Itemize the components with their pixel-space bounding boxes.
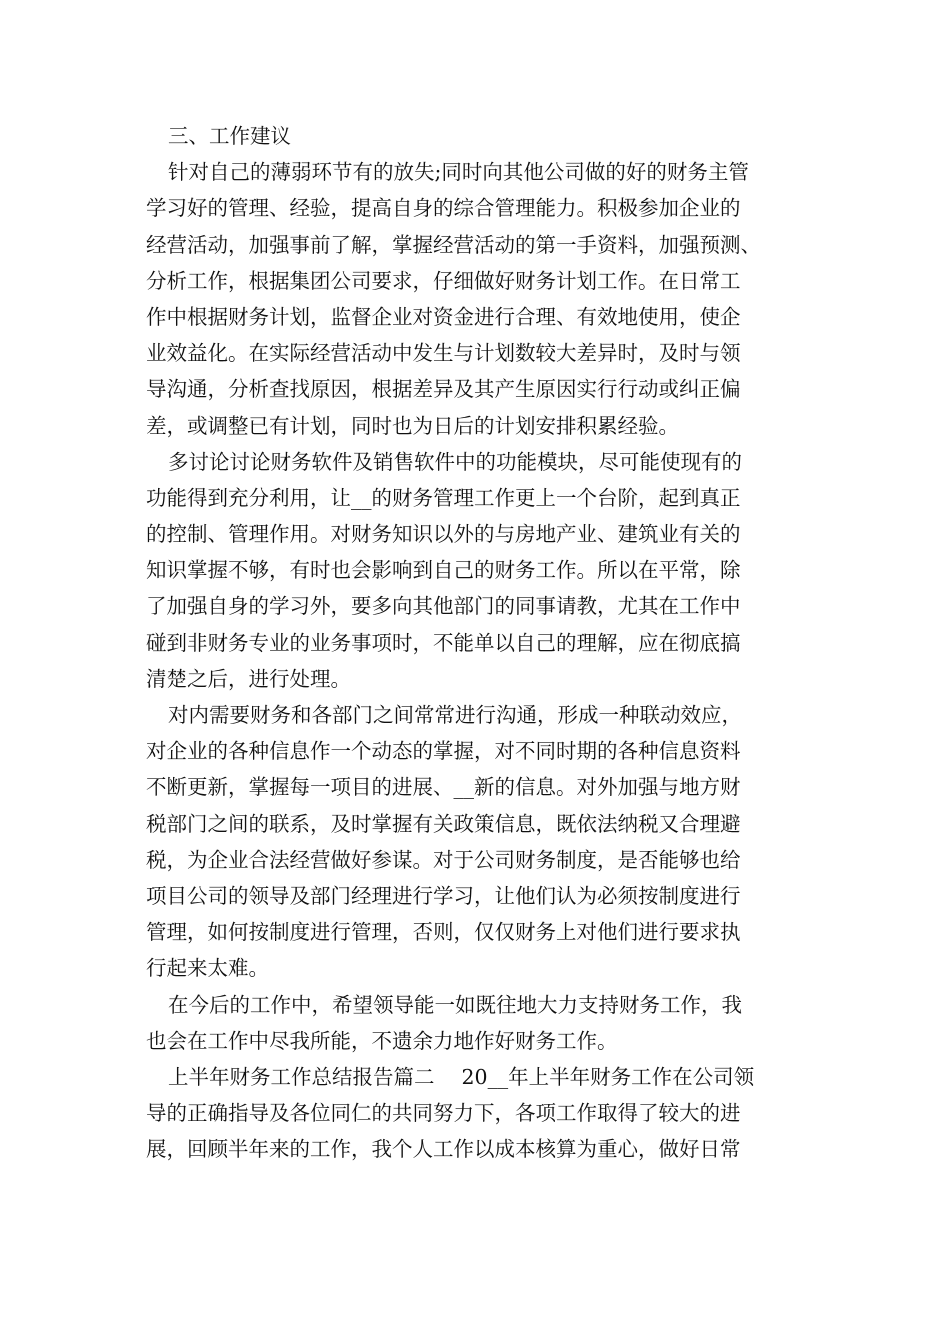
paragraph: [146, 444, 812, 697]
text-line: 作中根据财务计划，监督企业对资金进行合理、有效地使用，使企: [146, 304, 741, 329]
document-body: [146, 118, 812, 1167]
text-line: 在今后的工作中，希望领导能一如既往地大力支持财务工作，我: [168, 992, 742, 1017]
paragraph: [146, 154, 812, 444]
text-line: 功能得到充分利用，让__的财务管理工作更上一个台阶，起到真正: [146, 485, 741, 510]
text-line: 税部门之间的联系，及时掌握有关政策信息，既依法纳税又合理避: [146, 811, 741, 836]
text-line: 展，回顾半年来的工作，我个人工作以成本核算为重心，做好日常: [146, 1137, 741, 1162]
text-line: 知识掌握不够，有时也会影响到自己的财务工作。所以在平常，除: [146, 558, 741, 583]
text-line: 多讨论讨论财务软件及销售软件中的功能模块，尽可能使现有的: [168, 449, 742, 474]
text-line: 对内需要财务和各部门之间常常进行沟通，形成一种联动效应，: [168, 703, 742, 727]
text-line: 导沟通，分析查找原因，根据差异及其产生原因实行行动或纠正偏: [146, 377, 741, 402]
paragraph: [146, 987, 812, 1059]
paragraph: [146, 697, 812, 987]
text-line: 的控制、管理作用。对财务知识以外的与房地产业、建筑业有关的: [146, 522, 741, 547]
text-line: 上半年财务工作总结报告篇二 20__年上半年财务工作在公司领: [168, 1064, 755, 1089]
text-line: 行起来太难。: [146, 956, 269, 981]
paragraph: [146, 1059, 812, 1168]
text-line: 清楚之后，进行处理。: [146, 666, 351, 691]
text-line: 分析工作，根据集团公司要求，仔细做好财务计划工作。在日常工: [146, 268, 741, 293]
text-line: 经营活动，加强事前了解，掌握经营活动的第一手资料，加强预测、: [146, 232, 761, 257]
text-line: 导的正确指导及各位同仁的共同努力下，各项工作取得了较大的进: [146, 1101, 741, 1126]
text-line: 碰到非财务专业的业务事项时，不能单以自己的理解，应在彻底搞: [146, 630, 741, 655]
text-line: 差，或调整已有计划，同时也为日后的计划安排积累经验。: [146, 413, 679, 438]
paragraph-list: [146, 154, 812, 1167]
text-line: 也会在工作中尽我所能，不遗余力地作好财务工作。: [146, 1028, 618, 1053]
text-line: 不断更新，掌握每一项目的进展、__新的信息。对外加强与地方财: [146, 775, 741, 800]
text-line: 了加强自身的学习外，要多向其他部门的同事请教，尤其在工作中: [146, 594, 741, 619]
text-line: 税，为企业合法经营做好参谋。对于公司财务制度，是否能够也给: [146, 847, 741, 872]
text-line: 学习好的管理、经验，提高自身的综合管理能力。积极参加企业的: [146, 196, 741, 221]
text-line: 对企业的各种信息作一个动态的掌握，对不同时期的各种信息资料: [146, 739, 741, 764]
text-line: 针对自己的薄弱环节有的放失;同时向其他公司做的好的财务主管: [168, 160, 749, 185]
text-line: 项目公司的领导及部门经理进行学习，让他们认为必须按制度进行: [146, 883, 741, 908]
section-heading: 三、工作建议: [168, 124, 291, 148]
text-line: 管理，如何按制度进行管理，否则，仅仅财务上对他们进行要求执: [146, 920, 741, 945]
text-line: 业效益化。在实际经营活动中发生与计划数较大差异时，及时与领: [146, 341, 741, 366]
